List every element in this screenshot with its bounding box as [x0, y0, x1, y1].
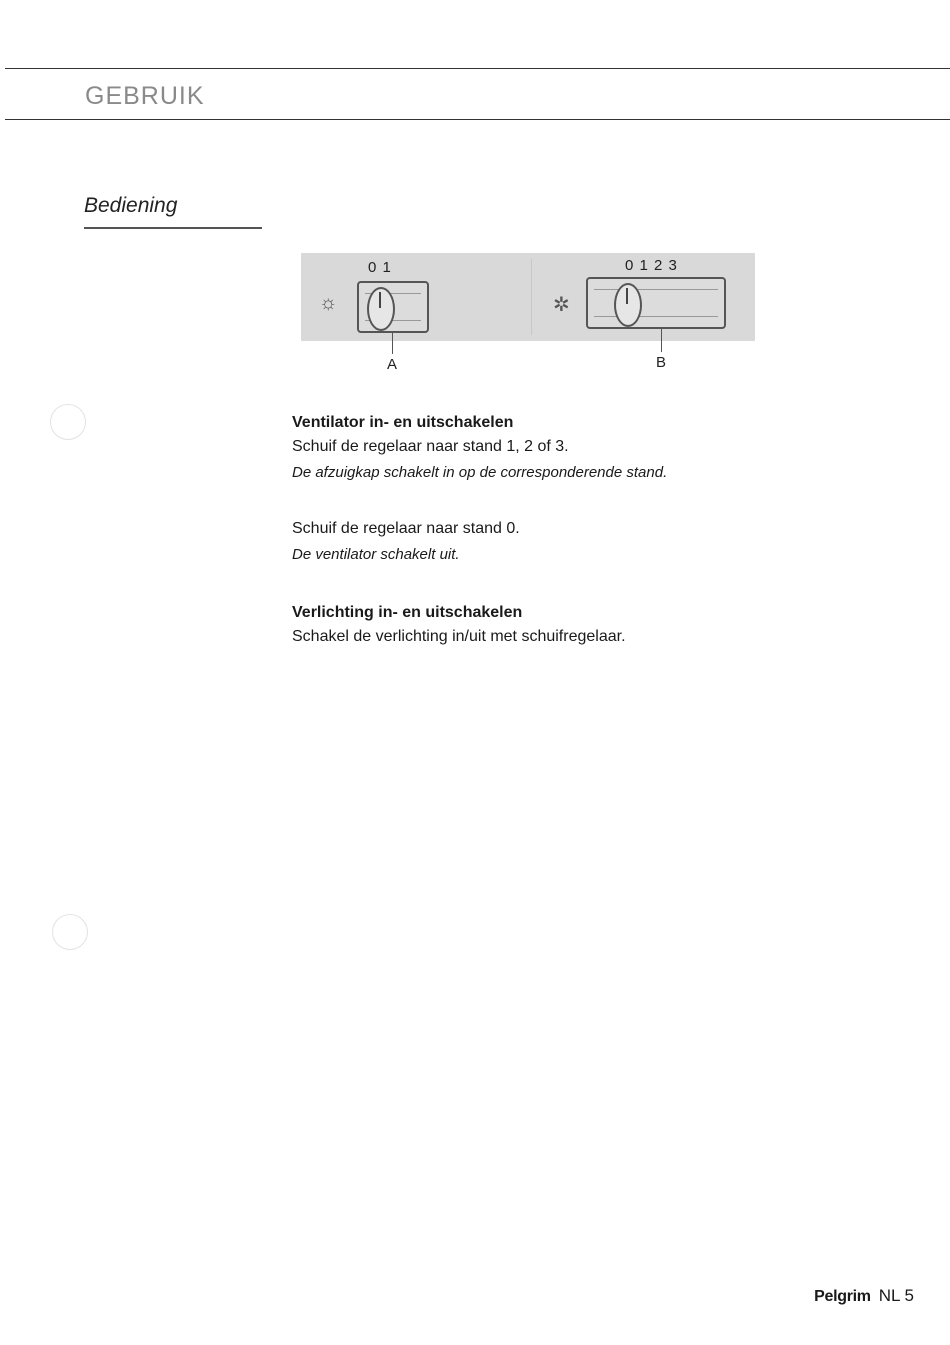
fan-result-on: De afzuigkap schakelt in op de corresponderende stand.: [292, 464, 668, 481]
fan-slider-switch: [586, 277, 726, 329]
header-bottom-rule: [5, 119, 950, 120]
light-section-heading: Verlichting in- en uitschakelen: [292, 604, 523, 621]
panel-divider: [531, 259, 532, 335]
callout-a-leader: [392, 332, 393, 354]
switch-a-scale: 0 1: [368, 259, 392, 276]
switch-b-scale: 0 1 2 3: [625, 257, 678, 274]
binder-hole-bottom: [52, 914, 88, 950]
header-top-rule: [5, 68, 950, 69]
light-slider-switch: [357, 281, 429, 333]
fan-instruction-on: Schuif de regelaar naar stand 1, 2 of 3.: [292, 438, 569, 455]
fan-section-heading: Ventilator in- en uitschakelen: [292, 414, 514, 431]
fan-slider-track: [594, 289, 718, 317]
footer-page-number: NL 5: [878, 1286, 914, 1305]
control-panel-figure: [301, 253, 755, 341]
light-slider-knob: [367, 287, 395, 331]
fan-icon: ✲: [553, 294, 570, 316]
fan-instruction-off: Schuif de regelaar naar stand 0.: [292, 520, 520, 537]
subheading: Bediening: [84, 194, 178, 217]
binder-hole-top: [50, 404, 86, 440]
fan-result-off: De ventilator schakelt uit.: [292, 546, 460, 563]
callout-a: A: [387, 356, 398, 373]
callout-b-leader: [661, 328, 662, 352]
section-title: GEBRUIK: [85, 82, 205, 110]
fan-slider-knob: [614, 283, 642, 327]
light-bulb-icon: ☼: [319, 292, 338, 314]
light-section: [292, 604, 852, 650]
subheading-underline: [84, 227, 262, 229]
fan-section: [292, 414, 852, 568]
page-footer: [814, 1286, 914, 1306]
callout-b: B: [656, 354, 667, 371]
light-instruction: Schakel de verlichting in/uit met schuifregelaar.: [292, 628, 626, 645]
footer-brand: Pelgrim: [814, 1288, 871, 1305]
